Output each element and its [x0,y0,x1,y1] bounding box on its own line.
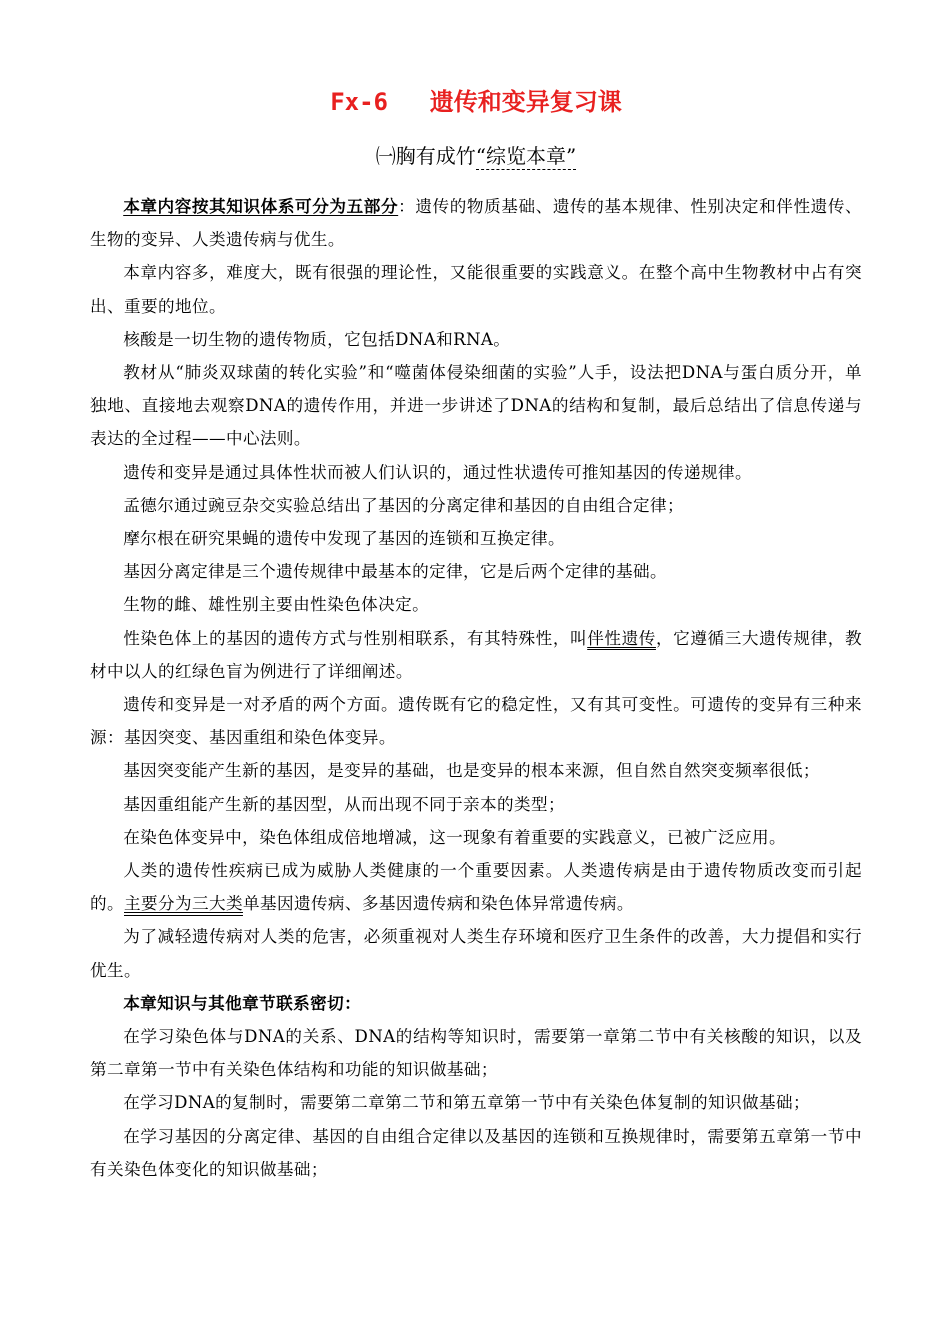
paragraph-4: 教材从“肺炎双球菌的转化实验”和“噬菌体侵染细菌的实验”人手，设法把DNA与蛋白质分开，单独地、直接地去观察DNA的遗传作用，并进一步讲述了DNA的结构和复制，最后总结出了信息传递与表达的全过程——中心法则。 [90,363,862,449]
paragraph-18: 在学习染色体与DNA的关系、DNA的结构等知识时，需要第一章第二节中有关核酸的知识，以及第二章第一节中有关染色体结构和功能的知识做基础； [90,1027,862,1080]
lesson-code: Fx-6 [330,88,388,116]
page-title [90,82,862,117]
section-heading [90,140,862,169]
section-quote: “综览本章” [475,144,577,168]
paragraph-11: 遗传和变异是一对矛盾的两个方面。遗传既有它的稳定性，又有其可变性。可遗传的变异有三种来源：基因突变、基因重组和染色体变异。 [90,695,862,748]
paragraph-9: 生物的雌、雄性别主要由性染色体决定。 [123,595,430,615]
paragraph-12: 基因突变能产生新的基因，是变异的基础，也是变异的根本来源，但自然自然突变频率很低； [123,761,820,781]
paragraph-16: 为了减轻遗传病对人类的危害，必须重视对人类生存环境和医疗卫生条件的改善，大力提倡和实行优生。 [90,927,862,980]
paragraph-8: 基因分离定律是三个遗传规律中最基本的定律，它是后两个定律的基础。 [123,562,667,582]
paragraph-1-text: ：遗传的物质基础、遗传的基本规律、性别决定和伴性遗传、生物的变异、人类遗传病与优生。 [90,197,862,250]
paragraph-20: 在学习基因的分离定律、基因的自由组合定律以及基因的连锁和互换规律时，需要第五章第一节中有关染色体变化的知识做基础； [90,1126,862,1179]
paragraph-10 [90,622,862,688]
section-prefix: ㈠胸有成竹 [375,144,476,168]
paragraph-15 [90,854,862,920]
paragraph-6: 孟德尔通过豌豆杂交实验总结出了基因的分离定律和基因的自由组合定律； [123,495,684,515]
paragraph-14: 在染色体变异中，染色体组成倍地增减，这一现象有着重要的实践意义，已被广泛应用。 [123,827,786,847]
paragraph-19: 在学习DNA的复制时，需要第二章第二节和第五章第一节中有关染色体复制的知识做基础； [123,1093,810,1113]
paragraph-15-b: 单基因遗传病、多基因遗传病和染色体异常遗传病。 [242,894,634,914]
paragraph-1-lead: 本章内容按其知识体系可分为五部分 [123,197,399,216]
paragraph-2: 本章内容多，难度大，既有很强的理论性，又能很重要的实践意义。在整个高中生物教材中占有突出、重要的地位。 [90,263,862,316]
paragraph-15-underlined: 主要分为三大类 [124,894,243,914]
document-body [90,190,862,1186]
paragraph-7: 摩尔根在研究果蝇的遗传中发现了基因的连锁和互换定律。 [123,529,566,549]
paragraph-10-underlined: 伴性遗传 [587,628,656,648]
paragraph-10-b: ，它遵循三大遗传规律，教材中以人的红绿色盲为例进行了详细阐述。 [90,628,862,681]
paragraph-5: 遗传和变异是通过具体性状而被人们认识的，通过性状遗传可推知基因的传递规律。 [123,462,752,482]
lesson-title: 遗传和变异复习课 [429,88,622,116]
paragraph-13: 基因重组能产生新的基因型，从而出现不同于亲本的类型； [123,794,566,814]
paragraph-10-a: 性染色体上的基因的遗传方式与性别相联系，有其特殊性，叫 [123,628,588,648]
paragraph-1 [90,190,862,256]
paragraph-17: 本章知识与其他章节联系密切： [123,993,362,1013]
paragraph-3: 核酸是一切生物的遗传物质，它包括DNA和RNA。 [123,329,511,349]
paragraph-15-a: 人类的遗传性疾病已成为威胁人类健康的一个重要因素。人类遗传病是由于遗传物质改变而引起的。 [90,861,862,914]
